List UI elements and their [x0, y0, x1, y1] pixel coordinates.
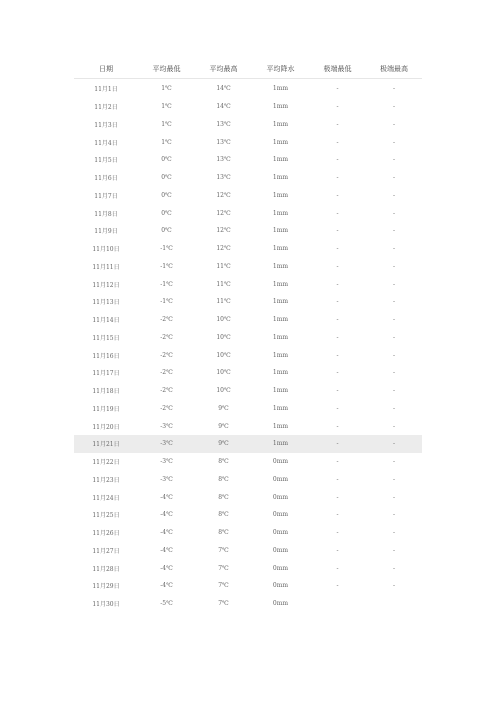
cell-extreme-low: -	[336, 582, 339, 590]
cell-extreme-high: -	[392, 493, 396, 501]
cell-avg-precip: 0mm	[272, 600, 289, 608]
cell-date: 11月30日	[92, 601, 120, 609]
cell-extreme-low: -	[336, 174, 339, 182]
cell-avg-high: 14℃	[216, 85, 231, 93]
cell-avg-low: 0℃	[161, 174, 172, 182]
cell-extreme-high: -	[392, 138, 396, 146]
cell-avg-low: -1℃	[160, 245, 173, 253]
cell-avg-low: 0℃	[161, 209, 172, 217]
cell-avg-low: -1℃	[160, 262, 173, 270]
cell-date: 11月7日	[94, 192, 118, 200]
cell-avg-high: 8℃	[218, 511, 229, 519]
cell-extreme-low: -	[336, 404, 339, 412]
cell-extreme-high: -	[392, 369, 396, 377]
cell-avg-precip: 1mm	[272, 298, 289, 306]
header-extreme-high: 极端最高	[366, 59, 422, 79]
cell-extreme-high: -	[392, 333, 396, 341]
cell-date: 11月10日	[92, 246, 120, 254]
cell-extreme-low	[309, 595, 366, 613]
cell-avg-precip: 0mm	[272, 475, 289, 483]
cell-avg-high: 11℃	[216, 262, 231, 270]
header-extreme-low: 极端最低	[309, 59, 366, 79]
cell-extreme-low: -	[336, 493, 339, 501]
cell-avg-low: 1℃	[161, 120, 172, 128]
cell-date: 11月17日	[92, 370, 120, 378]
cell-extreme-low: -	[336, 511, 339, 519]
cell-avg-low: -3℃	[160, 475, 173, 483]
table-row	[74, 311, 422, 329]
cell-extreme-high: -	[392, 227, 396, 235]
cell-avg-precip: 1mm	[272, 209, 289, 217]
cell-avg-low: -2℃	[160, 369, 173, 377]
header-avg-precip: 平均降水	[252, 59, 309, 79]
cell-extreme-high: -	[392, 245, 396, 253]
cell-extreme-low: -	[336, 298, 339, 306]
cell-extreme-high: -	[392, 475, 396, 483]
cell-extreme-high: -	[392, 103, 396, 111]
table-row	[74, 506, 422, 524]
table-row	[74, 98, 422, 116]
cell-avg-low: -3℃	[138, 435, 195, 453]
cell-date: 11月27日	[92, 547, 120, 555]
cell-avg-low: -2℃	[160, 351, 173, 359]
cell-avg-precip: 1mm	[272, 280, 289, 288]
cell-date: 11月16日	[92, 352, 120, 360]
cell-extreme-low: -	[336, 316, 339, 324]
cell-date: 11月23日	[92, 476, 120, 484]
cell-date: 11月4日	[94, 139, 118, 147]
cell-date: 11月1日	[94, 86, 118, 94]
cell-extreme-low: -	[336, 387, 339, 395]
cell-avg-low: -2℃	[160, 316, 173, 324]
cell-date: 11月29日	[92, 583, 120, 591]
cell-extreme-high: -	[366, 435, 422, 453]
table-row	[74, 116, 422, 134]
table-row	[74, 453, 422, 471]
cell-date: 11月11日	[92, 263, 120, 271]
cell-avg-precip: 1mm	[272, 351, 289, 359]
table-row	[74, 488, 422, 506]
cell-avg-precip: 1mm	[272, 369, 289, 377]
cell-avg-precip: 1mm	[272, 138, 289, 146]
cell-avg-precip: 1mm	[272, 120, 289, 128]
cell-extreme-high: -	[392, 529, 396, 537]
cell-extreme-high: -	[392, 582, 396, 590]
cell-extreme-low: -	[336, 103, 339, 111]
cell-extreme-low: -	[336, 156, 339, 164]
cell-avg-high: 9℃	[195, 435, 252, 453]
cell-extreme-high: -	[392, 174, 396, 182]
cell-avg-high: 14℃	[216, 103, 231, 111]
cell-extreme-low: -	[336, 546, 339, 554]
cell-extreme-high: -	[392, 209, 396, 217]
cell-extreme-low: -	[336, 120, 339, 128]
table-row	[74, 542, 422, 560]
table-row	[74, 329, 422, 347]
table-row	[74, 258, 422, 276]
cell-extreme-high: -	[392, 351, 396, 359]
cell-avg-high: 12℃	[216, 227, 231, 235]
cell-avg-low: 0℃	[161, 191, 172, 199]
cell-avg-low: 0℃	[161, 227, 172, 235]
cell-extreme-low: -	[336, 262, 339, 270]
cell-avg-low: -3℃	[160, 458, 173, 466]
table-body	[74, 79, 422, 613]
cell-extreme-low: -	[336, 245, 339, 253]
cell-avg-low: -4℃	[160, 529, 173, 537]
cell-avg-low: -5℃	[160, 600, 173, 608]
cell-date: 11月21日	[74, 435, 138, 453]
cell-avg-precip: 1mm	[272, 404, 289, 412]
table-row	[74, 187, 422, 205]
cell-avg-low: 1℃	[161, 85, 172, 93]
cell-avg-precip: 1mm	[272, 174, 289, 182]
cell-avg-precip: 1mm	[272, 316, 289, 324]
table-row	[74, 595, 422, 613]
cell-avg-high: 9℃	[218, 422, 229, 430]
cell-extreme-high: -	[392, 298, 396, 306]
table-row	[74, 471, 422, 489]
cell-date: 11月3日	[94, 121, 118, 129]
cell-extreme-low: -	[336, 475, 339, 483]
cell-extreme-high: -	[392, 511, 396, 519]
cell-extreme-low: -	[336, 369, 339, 377]
cell-extreme-low: -	[336, 529, 339, 537]
cell-extreme-high: -	[392, 280, 396, 288]
table-row	[74, 435, 422, 453]
cell-date: 11月22日	[92, 459, 120, 467]
cell-avg-precip: 1mm	[272, 103, 289, 111]
cell-avg-high: 12℃	[216, 245, 231, 253]
cell-date: 11月6日	[94, 175, 118, 183]
table-row	[74, 346, 422, 364]
cell-avg-precip: 0mm	[272, 529, 289, 537]
cell-avg-precip: 0mm	[272, 458, 289, 466]
table-row	[74, 559, 422, 577]
cell-avg-high: 10℃	[216, 351, 231, 359]
cell-avg-high: 8℃	[218, 475, 229, 483]
cell-date: 11月12日	[92, 281, 120, 289]
cell-avg-precip: 1mm	[272, 333, 289, 341]
cell-avg-precip: 0mm	[272, 582, 289, 590]
cell-avg-precip: 0mm	[272, 546, 289, 554]
cell-date: 11月2日	[94, 104, 118, 112]
cell-avg-low: -4℃	[160, 511, 173, 519]
cell-extreme-high: -	[392, 120, 396, 128]
cell-extreme-high: -	[392, 546, 396, 554]
cell-avg-high: 7℃	[218, 582, 229, 590]
cell-avg-precip: 0mm	[272, 511, 289, 519]
cell-avg-low: -1℃	[160, 280, 173, 288]
cell-extreme-high: -	[392, 387, 396, 395]
weather-table	[74, 59, 422, 613]
cell-date: 11月15日	[92, 334, 120, 342]
cell-avg-precip: 1mm	[272, 387, 289, 395]
cell-avg-low: -2℃	[160, 333, 173, 341]
table-row	[74, 275, 422, 293]
cell-avg-high: 13℃	[216, 156, 231, 164]
table-row	[74, 417, 422, 435]
cell-avg-high: 10℃	[216, 369, 231, 377]
table-row	[74, 204, 422, 222]
table-row	[74, 524, 422, 542]
cell-date: 11月20日	[92, 423, 120, 431]
cell-extreme-high: -	[392, 404, 396, 412]
table-row	[74, 133, 422, 151]
cell-extreme-low: -	[336, 422, 339, 430]
cell-avg-high: 11℃	[216, 298, 231, 306]
table-header-row	[74, 59, 422, 79]
cell-avg-precip: 0mm	[272, 493, 289, 501]
cell-avg-high: 12℃	[216, 191, 231, 199]
cell-avg-high: 11℃	[216, 280, 231, 288]
cell-avg-low: -3℃	[160, 422, 173, 430]
cell-extreme-high: -	[392, 458, 396, 466]
cell-avg-high: 13℃	[216, 120, 231, 128]
cell-extreme-high	[366, 595, 422, 613]
cell-date: 11月24日	[92, 494, 120, 502]
cell-extreme-low: -	[336, 280, 339, 288]
table-row	[74, 400, 422, 418]
cell-avg-precip: 1mm	[272, 262, 289, 270]
table-row	[74, 382, 422, 400]
cell-avg-precip: 1mm	[272, 422, 289, 430]
cell-avg-high: 10℃	[216, 387, 231, 395]
cell-avg-low: -2℃	[160, 387, 173, 395]
cell-extreme-high: -	[392, 422, 396, 430]
header-date: 日期	[74, 59, 138, 79]
cell-extreme-low: -	[336, 191, 339, 199]
cell-date: 11月28日	[92, 565, 120, 573]
cell-extreme-low: -	[336, 209, 339, 217]
cell-extreme-low: -	[336, 351, 339, 359]
cell-extreme-low: -	[336, 564, 339, 572]
cell-extreme-high: -	[392, 564, 396, 572]
cell-date: 11月5日	[94, 157, 118, 165]
cell-extreme-low: -	[336, 333, 339, 341]
cell-date: 11月13日	[92, 299, 120, 307]
cell-avg-low: -1℃	[160, 298, 173, 306]
cell-avg-low: 1℃	[161, 103, 172, 111]
cell-avg-low: 1℃	[161, 138, 172, 146]
cell-extreme-high: -	[392, 262, 396, 270]
cell-avg-high: 9℃	[218, 404, 229, 412]
cell-extreme-low: -	[336, 138, 339, 146]
cell-extreme-high: -	[392, 156, 396, 164]
cell-avg-high: 7℃	[218, 600, 229, 608]
cell-extreme-low: -	[309, 435, 366, 453]
cell-avg-low: -4℃	[160, 493, 173, 501]
cell-avg-precip: 1mm	[272, 191, 289, 199]
cell-avg-high: 10℃	[216, 316, 231, 324]
cell-extreme-low: -	[336, 85, 339, 93]
cell-avg-precip: 1mm	[252, 435, 309, 453]
table-row	[74, 577, 422, 595]
table-row	[74, 169, 422, 187]
cell-extreme-high: -	[392, 316, 396, 324]
cell-avg-precip: 1mm	[272, 85, 289, 93]
cell-extreme-high: -	[392, 191, 396, 199]
cell-date: 11月25日	[92, 512, 120, 520]
header-avg-low: 平均最低	[138, 59, 195, 79]
cell-avg-precip: 1mm	[272, 156, 289, 164]
cell-date: 11月8日	[94, 210, 118, 218]
cell-date: 11月9日	[94, 228, 118, 236]
cell-avg-precip: 1mm	[272, 245, 289, 253]
cell-avg-low: -4℃	[160, 546, 173, 554]
cell-avg-high: 12℃	[216, 209, 231, 217]
cell-date: 11月18日	[92, 388, 120, 396]
cell-extreme-low: -	[336, 227, 339, 235]
cell-avg-high: 13℃	[216, 174, 231, 182]
cell-avg-high: 8℃	[218, 529, 229, 537]
cell-avg-low: -2℃	[160, 404, 173, 412]
cell-avg-precip: 1mm	[272, 227, 289, 235]
cell-avg-high: 8℃	[218, 458, 229, 466]
table-row	[74, 240, 422, 258]
table-row	[74, 222, 422, 240]
cell-extreme-low: -	[336, 458, 339, 466]
table-row	[74, 151, 422, 169]
table-row	[74, 364, 422, 382]
cell-date: 11月26日	[92, 530, 120, 538]
table-row	[74, 293, 422, 311]
cell-avg-low: -4℃	[160, 582, 173, 590]
cell-date: 11月19日	[92, 405, 120, 413]
table-row	[74, 79, 422, 98]
cell-avg-high: 7℃	[218, 564, 229, 572]
cell-avg-low: 0℃	[161, 156, 172, 164]
cell-avg-high: 8℃	[218, 493, 229, 501]
cell-avg-precip: 0mm	[272, 564, 289, 572]
cell-avg-high: 7℃	[218, 546, 229, 554]
cell-avg-high: 10℃	[216, 333, 231, 341]
cell-extreme-high: -	[392, 85, 396, 93]
header-avg-high: 平均最高	[195, 59, 252, 79]
cell-date: 11月14日	[92, 317, 120, 325]
cell-avg-low: -4℃	[160, 564, 173, 572]
cell-avg-high: 13℃	[216, 138, 231, 146]
